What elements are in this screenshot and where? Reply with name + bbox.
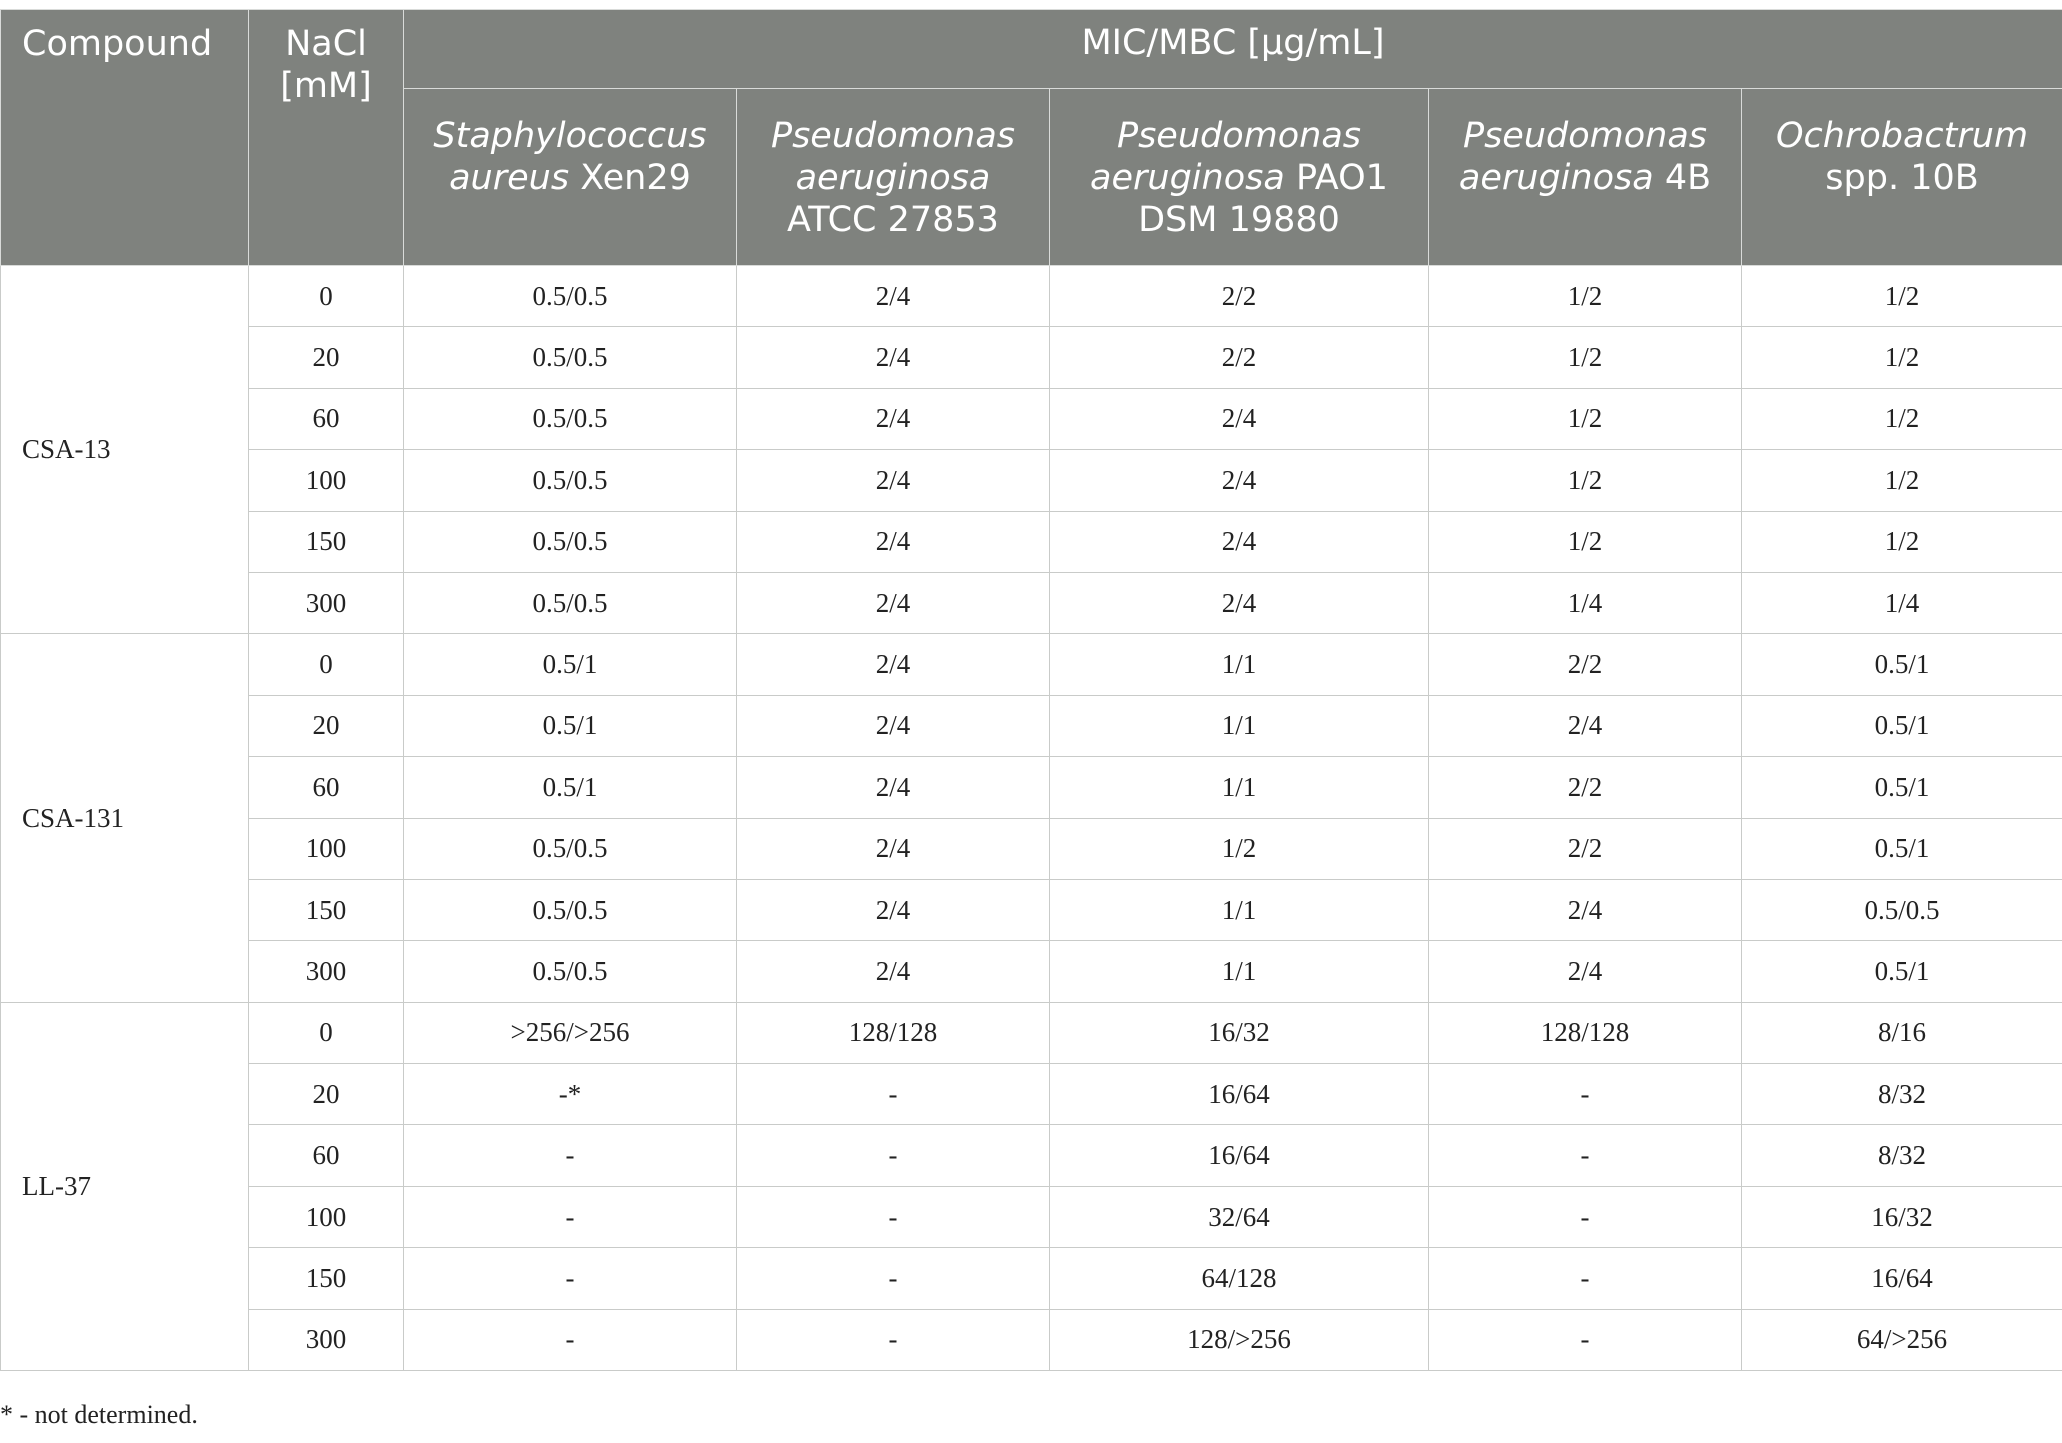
mic-mbc-cell: 1/1	[1050, 634, 1429, 695]
nacl-cell: 20	[249, 695, 404, 756]
table-row	[1, 634, 2062, 695]
table-row	[1, 450, 2062, 511]
mic-mbc-cell: 0.5/0.5	[404, 266, 737, 327]
mic-mbc-cell: 2/4	[737, 757, 1050, 818]
table-row	[1, 1186, 2062, 1247]
header-compound: Compound	[1, 10, 249, 266]
mic-mbc-cell: -	[737, 1064, 1050, 1125]
mic-mbc-cell: 2/4	[1050, 572, 1429, 633]
mic-mbc-cell: 2/4	[737, 388, 1050, 449]
mic-mbc-cell: -	[404, 1248, 737, 1309]
mic-mbc-cell: 2/4	[737, 818, 1050, 879]
mic-mbc-cell: 16/32	[1050, 1002, 1429, 1063]
organism-strain: PAO1	[1284, 158, 1388, 198]
mic-mbc-cell: -	[737, 1186, 1050, 1247]
mic-mbc-cell: 128/128	[1429, 1002, 1742, 1063]
mic-mbc-cell: 2/4	[737, 572, 1050, 633]
mic-mbc-cell: 1/2	[1742, 266, 2062, 327]
nacl-cell: 150	[249, 1248, 404, 1309]
mic-mbc-cell: 1/2	[1429, 388, 1742, 449]
mic-mbc-cell: 0.5/1	[404, 634, 737, 695]
mic-mbc-cell: 128/128	[737, 1002, 1050, 1063]
mic-mbc-cell: 0.5/1	[404, 757, 737, 818]
mic-mbc-cell: 2/4	[1050, 450, 1429, 511]
mic-mbc-cell: 0.5/0.5	[404, 818, 737, 879]
nacl-cell: 60	[249, 1125, 404, 1186]
mic-mbc-cell: 2/4	[737, 879, 1050, 940]
mic-mbc-cell: -	[1429, 1309, 1742, 1370]
nacl-cell: 20	[249, 1064, 404, 1125]
table-row	[1, 572, 2062, 633]
mic-mbc-table	[0, 9, 2062, 1371]
header-organism	[1429, 89, 1742, 266]
mic-mbc-cell: 2/4	[1050, 388, 1429, 449]
mic-mbc-cell: 1/1	[1050, 879, 1429, 940]
mic-mbc-cell: 1/1	[1050, 941, 1429, 1002]
nacl-cell: 0	[249, 266, 404, 327]
mic-mbc-cell: 1/2	[1742, 511, 2062, 572]
header-nacl-line2: [mM]	[280, 66, 372, 106]
mic-mbc-cell: 2/4	[1429, 695, 1742, 756]
organism-genus: Ochrobactrum	[1775, 116, 2029, 156]
nacl-cell: 300	[249, 941, 404, 1002]
mic-mbc-cell: 0.5/0.5	[404, 450, 737, 511]
organism-genus: Pseudomonas	[1462, 116, 1708, 156]
compound-name: LL-37	[1, 1002, 249, 1370]
mic-mbc-cell: 2/4	[737, 450, 1050, 511]
table-row	[1, 879, 2062, 940]
mic-mbc-cell: 2/2	[1429, 634, 1742, 695]
organism-strain: 4B	[1653, 158, 1712, 198]
mic-mbc-cell: 0.5/1	[1742, 695, 2062, 756]
footnote: * - not determined.	[0, 1400, 198, 1429]
table-row	[1, 1002, 2062, 1063]
organism-species: aeruginosa	[795, 158, 991, 198]
mic-mbc-cell: -	[404, 1309, 737, 1370]
mic-mbc-cell: 1/2	[1429, 327, 1742, 388]
mic-mbc-cell: 2/2	[1429, 818, 1742, 879]
nacl-cell: 20	[249, 327, 404, 388]
table-row	[1, 695, 2062, 756]
mic-mbc-cell: 16/32	[1742, 1186, 2062, 1247]
mic-mbc-cell: -	[737, 1309, 1050, 1370]
mic-mbc-cell: 1/2	[1742, 388, 2062, 449]
table-row	[1, 757, 2062, 818]
table-header	[1, 10, 2062, 266]
mic-mbc-cell: 2/4	[1429, 941, 1742, 1002]
mic-mbc-cell: 1/2	[1742, 450, 2062, 511]
mic-mbc-cell: 2/4	[737, 634, 1050, 695]
mic-mbc-cell: 0.5/1	[1742, 757, 2062, 818]
mic-mbc-cell: 0.5/1	[404, 695, 737, 756]
mic-mbc-cell: -	[1429, 1248, 1742, 1309]
nacl-cell: 60	[249, 757, 404, 818]
mic-mbc-cell: 8/32	[1742, 1064, 2062, 1125]
mic-mbc-cell: 8/32	[1742, 1125, 2062, 1186]
organism-genus: Pseudomonas	[1116, 116, 1362, 156]
table-row	[1, 818, 2062, 879]
header-organism	[1050, 89, 1429, 266]
mic-mbc-cell: -	[1429, 1064, 1742, 1125]
organism-strain-line3: ATCC 27853	[787, 200, 999, 240]
mic-mbc-cell: 0.5/0.5	[404, 511, 737, 572]
mic-mbc-cell: 16/64	[1050, 1064, 1429, 1125]
organism-genus: Staphylococcus	[433, 116, 707, 156]
nacl-cell: 300	[249, 1309, 404, 1370]
mic-mbc-cell: 0.5/0.5	[404, 388, 737, 449]
compound-name: CSA-131	[1, 634, 249, 1002]
nacl-cell: 0	[249, 1002, 404, 1063]
mic-mbc-cell: 2/2	[1050, 266, 1429, 327]
mic-mbc-cell: 0.5/0.5	[404, 572, 737, 633]
mic-mbc-cell: -	[1429, 1186, 1742, 1247]
mic-mbc-cell: 16/64	[1050, 1125, 1429, 1186]
mic-mbc-cell: 2/4	[737, 511, 1050, 572]
mic-mbc-cell: 2/2	[1429, 757, 1742, 818]
mic-mbc-cell: 1/2	[1429, 266, 1742, 327]
mic-mbc-cell: 1/2	[1429, 450, 1742, 511]
organism-species: aureus	[449, 158, 570, 198]
mic-mbc-cell: 2/4	[1050, 511, 1429, 572]
mic-mbc-cell: -	[404, 1186, 737, 1247]
mic-mbc-cell: 2/4	[737, 941, 1050, 1002]
table-row	[1, 1248, 2062, 1309]
mic-mbc-cell: 0.5/0.5	[1742, 879, 2062, 940]
table-row	[1, 511, 2062, 572]
mic-mbc-cell: 16/64	[1742, 1248, 2062, 1309]
nacl-cell: 150	[249, 511, 404, 572]
header-nacl-line1: NaCl	[285, 24, 367, 64]
nacl-cell: 100	[249, 450, 404, 511]
mic-mbc-cell: >256/>256	[404, 1002, 737, 1063]
mic-mbc-cell: 1/4	[1429, 572, 1742, 633]
table-row	[1, 327, 2062, 388]
nacl-cell: 300	[249, 572, 404, 633]
mic-mbc-cell: 1/2	[1050, 818, 1429, 879]
mic-mbc-cell: 64/>256	[1742, 1309, 2062, 1370]
table-body	[1, 266, 2062, 1371]
mic-mbc-cell: -	[404, 1125, 737, 1186]
table-row	[1, 1309, 2062, 1370]
table-row	[1, 266, 2062, 327]
header-organism	[737, 89, 1050, 266]
mic-mbc-cell: 1/2	[1742, 327, 2062, 388]
table-row	[1, 941, 2062, 1002]
mic-mbc-cell: 1/2	[1429, 511, 1742, 572]
mic-mbc-cell: -*	[404, 1064, 737, 1125]
nacl-cell: 150	[249, 879, 404, 940]
table-row	[1, 388, 2062, 449]
mic-mbc-cell: -	[737, 1125, 1050, 1186]
compound-name: CSA-13	[1, 266, 249, 634]
organism-species: aeruginosa	[1458, 158, 1654, 198]
mic-mbc-cell: 0.5/0.5	[404, 879, 737, 940]
mic-mbc-cell: 1/4	[1742, 572, 2062, 633]
mic-mbc-cell: 64/128	[1050, 1248, 1429, 1309]
mic-mbc-cell: 32/64	[1050, 1186, 1429, 1247]
organism-genus: Pseudomonas	[770, 116, 1016, 156]
mic-mbc-cell: 0.5/0.5	[404, 941, 737, 1002]
organism-strain: Xen29	[569, 158, 691, 198]
header-nacl	[249, 10, 404, 266]
mic-mbc-cell: 2/2	[1050, 327, 1429, 388]
table-row	[1, 1064, 2062, 1125]
mic-mbc-cell: 0.5/1	[1742, 818, 2062, 879]
mic-mbc-cell: 2/4	[737, 695, 1050, 756]
mic-mbc-cell: -	[737, 1248, 1050, 1309]
mic-mbc-cell: -	[1429, 1125, 1742, 1186]
mic-mbc-cell: 1/1	[1050, 757, 1429, 818]
organism-strain: spp. 10B	[1825, 158, 1979, 198]
mic-mbc-cell: 0.5/1	[1742, 634, 2062, 695]
header-mic-mbc-group: MIC/MBC [μg/mL]	[404, 10, 2062, 89]
header-organism	[1742, 89, 2062, 266]
table-row	[1, 1125, 2062, 1186]
mic-mbc-cell: 0.5/1	[1742, 941, 2062, 1002]
nacl-cell: 60	[249, 388, 404, 449]
nacl-cell: 100	[249, 1186, 404, 1247]
mic-mbc-cell: 128/>256	[1050, 1309, 1429, 1370]
mic-mbc-cell: 1/1	[1050, 695, 1429, 756]
header-organism	[404, 89, 737, 266]
organism-strain-line3: DSM 19880	[1138, 200, 1340, 240]
organism-species: aeruginosa	[1090, 158, 1285, 198]
mic-mbc-cell: 0.5/0.5	[404, 327, 737, 388]
mic-mbc-cell: 2/4	[737, 327, 1050, 388]
mic-mbc-cell: 2/4	[737, 266, 1050, 327]
nacl-cell: 100	[249, 818, 404, 879]
mic-mbc-cell: 8/16	[1742, 1002, 2062, 1063]
nacl-cell: 0	[249, 634, 404, 695]
mic-mbc-cell: 2/4	[1429, 879, 1742, 940]
